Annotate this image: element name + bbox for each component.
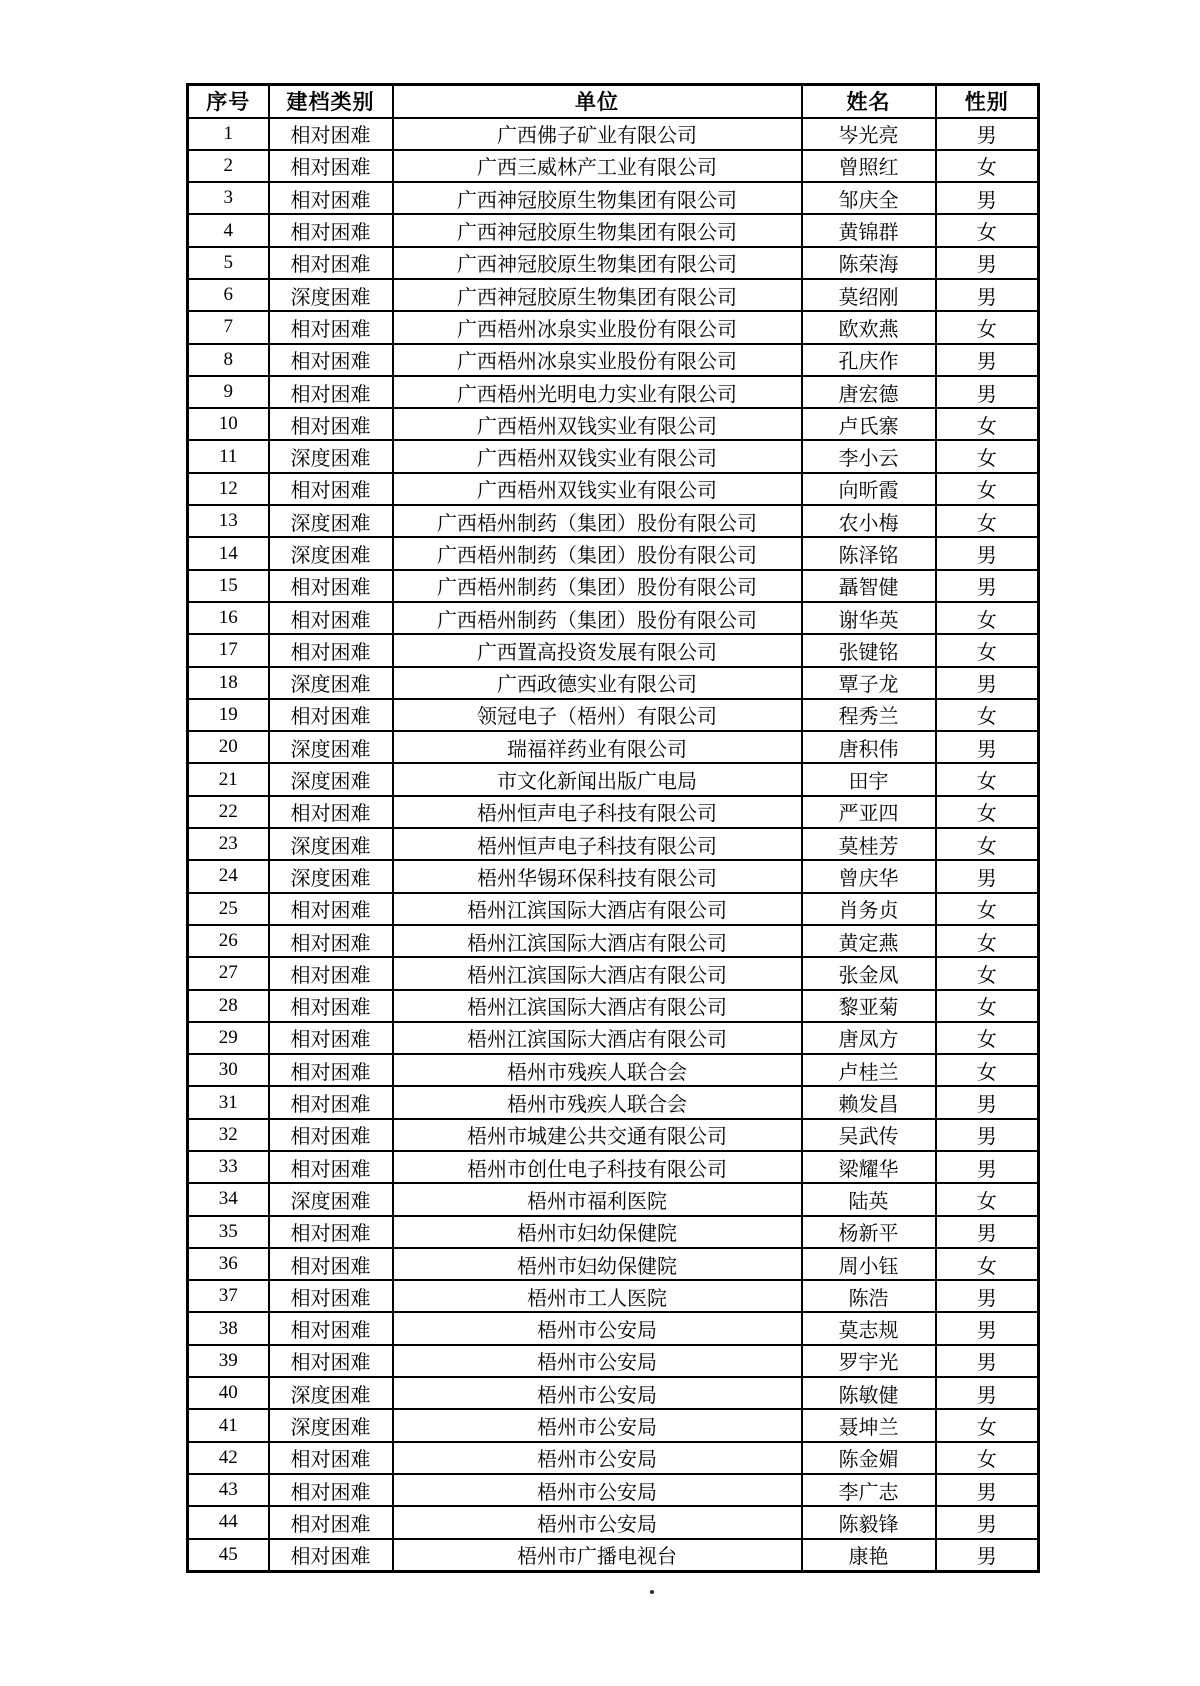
unit-cell: 梧州市残疾人联合会 bbox=[393, 1054, 802, 1086]
row-number-cell: 36 bbox=[188, 1248, 269, 1280]
name-cell: 陆英 bbox=[802, 1183, 936, 1215]
name-cell: 周小钰 bbox=[802, 1248, 936, 1280]
unit-cell: 梧州市妇幼保健院 bbox=[393, 1216, 802, 1248]
name-cell: 黄定燕 bbox=[802, 925, 936, 957]
category-cell: 深度困难 bbox=[269, 667, 393, 699]
name-cell: 黄锦群 bbox=[802, 214, 936, 246]
name-cell: 曾庆华 bbox=[802, 860, 936, 892]
gender-cell: 女 bbox=[936, 214, 1039, 246]
row-number-cell: 4 bbox=[188, 214, 269, 246]
gender-cell: 女 bbox=[936, 440, 1039, 472]
unit-cell: 广西梧州制药（集团）股份有限公司 bbox=[393, 602, 802, 634]
category-cell: 深度困难 bbox=[269, 279, 393, 311]
gender-cell: 男 bbox=[936, 182, 1039, 214]
gender-cell: 女 bbox=[936, 1054, 1039, 1086]
table-row bbox=[188, 1022, 1039, 1054]
unit-cell: 梧州市公安局 bbox=[393, 1377, 802, 1409]
name-cell: 李小云 bbox=[802, 440, 936, 472]
name-cell: 唐凤方 bbox=[802, 1022, 936, 1054]
gender-cell: 女 bbox=[936, 763, 1039, 795]
table-row bbox=[188, 1539, 1039, 1572]
row-number-cell: 18 bbox=[188, 667, 269, 699]
category-cell: 相对困难 bbox=[269, 182, 393, 214]
gender-cell: 男 bbox=[936, 1151, 1039, 1183]
unit-cell: 广西梧州制药（集团）股份有限公司 bbox=[393, 537, 802, 569]
unit-cell: 梧州市工人医院 bbox=[393, 1280, 802, 1312]
unit-cell: 领冠电子（梧州）有限公司 bbox=[393, 699, 802, 731]
name-cell: 卢桂兰 bbox=[802, 1054, 936, 1086]
name-cell: 张金凤 bbox=[802, 957, 936, 989]
row-number-cell: 17 bbox=[188, 634, 269, 666]
unit-cell: 广西梧州双钱实业有限公司 bbox=[393, 473, 802, 505]
gender-cell: 男 bbox=[936, 667, 1039, 699]
unit-cell: 广西神冠胶原生物集团有限公司 bbox=[393, 214, 802, 246]
table-row bbox=[188, 731, 1039, 763]
table-row bbox=[188, 537, 1039, 569]
name-cell: 梁耀华 bbox=[802, 1151, 936, 1183]
gender-cell: 男 bbox=[936, 1474, 1039, 1506]
unit-cell: 广西梧州双钱实业有限公司 bbox=[393, 408, 802, 440]
stray-ink-dot bbox=[650, 1590, 654, 1594]
row-number-cell: 26 bbox=[188, 925, 269, 957]
gender-cell: 男 bbox=[936, 1345, 1039, 1377]
gender-cell: 男 bbox=[936, 1506, 1039, 1538]
category-cell: 深度困难 bbox=[269, 731, 393, 763]
row-number-cell: 14 bbox=[188, 537, 269, 569]
gender-cell: 男 bbox=[936, 860, 1039, 892]
row-number-cell: 30 bbox=[188, 1054, 269, 1086]
category-cell: 相对困难 bbox=[269, 1539, 393, 1572]
category-cell: 相对困难 bbox=[269, 1086, 393, 1118]
category-cell: 相对困难 bbox=[269, 1312, 393, 1344]
unit-cell: 梧州市公安局 bbox=[393, 1312, 802, 1344]
category-cell: 相对困难 bbox=[269, 1119, 393, 1151]
row-number-cell: 22 bbox=[188, 796, 269, 828]
gender-cell: 女 bbox=[936, 150, 1039, 182]
table-row bbox=[188, 408, 1039, 440]
gender-cell: 女 bbox=[936, 408, 1039, 440]
gender-cell: 女 bbox=[936, 1442, 1039, 1474]
table-row bbox=[188, 279, 1039, 311]
category-cell: 相对困难 bbox=[269, 214, 393, 246]
table-row bbox=[188, 634, 1039, 666]
row-number-cell: 2 bbox=[188, 150, 269, 182]
row-number-cell: 45 bbox=[188, 1539, 269, 1572]
gender-cell: 女 bbox=[936, 925, 1039, 957]
row-number-cell: 6 bbox=[188, 279, 269, 311]
table-row bbox=[188, 1474, 1039, 1506]
table-row bbox=[188, 602, 1039, 634]
row-number-cell: 11 bbox=[188, 440, 269, 472]
gender-cell: 女 bbox=[936, 602, 1039, 634]
gender-cell: 男 bbox=[936, 376, 1039, 408]
gender-cell: 女 bbox=[936, 957, 1039, 989]
unit-cell: 瑞福祥药业有限公司 bbox=[393, 731, 802, 763]
category-cell: 相对困难 bbox=[269, 1151, 393, 1183]
gender-cell: 男 bbox=[936, 1539, 1039, 1572]
name-cell: 陈泽铭 bbox=[802, 537, 936, 569]
table-row bbox=[188, 763, 1039, 795]
name-cell: 杨新平 bbox=[802, 1216, 936, 1248]
gender-cell: 女 bbox=[936, 796, 1039, 828]
row-number-cell: 25 bbox=[188, 893, 269, 925]
table-row bbox=[188, 1312, 1039, 1344]
name-cell: 李广志 bbox=[802, 1474, 936, 1506]
table-row bbox=[188, 828, 1039, 860]
category-cell: 相对困难 bbox=[269, 1216, 393, 1248]
name-cell: 莫绍刚 bbox=[802, 279, 936, 311]
header-row bbox=[188, 85, 1039, 118]
table-row bbox=[188, 1409, 1039, 1441]
gender-cell: 男 bbox=[936, 537, 1039, 569]
table-row bbox=[188, 440, 1039, 472]
row-number-cell: 43 bbox=[188, 1474, 269, 1506]
col-header-index: 序号 bbox=[188, 85, 269, 118]
gender-cell: 男 bbox=[936, 247, 1039, 279]
table-row bbox=[188, 214, 1039, 246]
name-cell: 唐积伟 bbox=[802, 731, 936, 763]
unit-cell: 梧州市公安局 bbox=[393, 1474, 802, 1506]
gender-cell: 女 bbox=[936, 473, 1039, 505]
unit-cell: 广西神冠胶原生物集团有限公司 bbox=[393, 279, 802, 311]
name-cell: 邹庆全 bbox=[802, 182, 936, 214]
name-cell: 陈浩 bbox=[802, 1280, 936, 1312]
row-number-cell: 34 bbox=[188, 1183, 269, 1215]
category-cell: 相对困难 bbox=[269, 796, 393, 828]
category-cell: 相对困难 bbox=[269, 1506, 393, 1538]
table-row bbox=[188, 1216, 1039, 1248]
unit-cell: 广西梧州冰泉实业股份有限公司 bbox=[393, 311, 802, 343]
unit-cell: 广西佛子矿业有限公司 bbox=[393, 118, 802, 150]
gender-cell: 男 bbox=[936, 1216, 1039, 1248]
category-cell: 相对困难 bbox=[269, 118, 393, 150]
table-row bbox=[188, 311, 1039, 343]
name-cell: 聂坤兰 bbox=[802, 1409, 936, 1441]
name-cell: 覃子龙 bbox=[802, 667, 936, 699]
unit-cell: 梧州市创仕电子科技有限公司 bbox=[393, 1151, 802, 1183]
table-row bbox=[188, 667, 1039, 699]
gender-cell: 男 bbox=[936, 1086, 1039, 1118]
name-cell: 赖发昌 bbox=[802, 1086, 936, 1118]
unit-cell: 梧州市福利医院 bbox=[393, 1183, 802, 1215]
table-row bbox=[188, 150, 1039, 182]
table-row bbox=[188, 1506, 1039, 1538]
row-number-cell: 20 bbox=[188, 731, 269, 763]
name-cell: 严亚四 bbox=[802, 796, 936, 828]
category-cell: 相对困难 bbox=[269, 1345, 393, 1377]
category-cell: 深度困难 bbox=[269, 860, 393, 892]
table-row bbox=[188, 1086, 1039, 1118]
row-number-cell: 15 bbox=[188, 570, 269, 602]
category-cell: 相对困难 bbox=[269, 893, 393, 925]
unit-cell: 广西置高投资发展有限公司 bbox=[393, 634, 802, 666]
unit-cell: 广西梧州冰泉实业股份有限公司 bbox=[393, 344, 802, 376]
gender-cell: 女 bbox=[936, 505, 1039, 537]
row-number-cell: 1 bbox=[188, 118, 269, 150]
category-cell: 深度困难 bbox=[269, 828, 393, 860]
table-row bbox=[188, 1119, 1039, 1151]
unit-cell: 广西政德实业有限公司 bbox=[393, 667, 802, 699]
gender-cell: 男 bbox=[936, 1377, 1039, 1409]
table-row bbox=[188, 182, 1039, 214]
row-number-cell: 10 bbox=[188, 408, 269, 440]
name-cell: 陈毅锋 bbox=[802, 1506, 936, 1538]
name-cell: 吴武传 bbox=[802, 1119, 936, 1151]
gender-cell: 男 bbox=[936, 279, 1039, 311]
row-number-cell: 44 bbox=[188, 1506, 269, 1538]
unit-cell: 梧州市残疾人联合会 bbox=[393, 1086, 802, 1118]
category-cell: 相对困难 bbox=[269, 570, 393, 602]
unit-cell: 梧州市公安局 bbox=[393, 1409, 802, 1441]
category-cell: 相对困难 bbox=[269, 247, 393, 279]
unit-cell: 梧州华锡环保科技有限公司 bbox=[393, 860, 802, 892]
row-number-cell: 9 bbox=[188, 376, 269, 408]
row-number-cell: 38 bbox=[188, 1312, 269, 1344]
unit-cell: 梧州江滨国际大酒店有限公司 bbox=[393, 925, 802, 957]
table-row bbox=[188, 957, 1039, 989]
table-row bbox=[188, 893, 1039, 925]
name-cell: 肖务贞 bbox=[802, 893, 936, 925]
gender-cell: 女 bbox=[936, 634, 1039, 666]
table-row bbox=[188, 1442, 1039, 1474]
category-cell: 相对困难 bbox=[269, 376, 393, 408]
table-row bbox=[188, 990, 1039, 1022]
table-row bbox=[188, 344, 1039, 376]
gender-cell: 男 bbox=[936, 344, 1039, 376]
unit-cell: 梧州市广播电视台 bbox=[393, 1539, 802, 1572]
category-cell: 相对困难 bbox=[269, 1248, 393, 1280]
gender-cell: 男 bbox=[936, 570, 1039, 602]
name-cell: 卢氏寨 bbox=[802, 408, 936, 440]
name-cell: 孔庆作 bbox=[802, 344, 936, 376]
name-cell: 张键铭 bbox=[802, 634, 936, 666]
row-number-cell: 29 bbox=[188, 1022, 269, 1054]
table-row bbox=[188, 699, 1039, 731]
row-number-cell: 5 bbox=[188, 247, 269, 279]
col-header-gender: 性别 bbox=[936, 85, 1039, 118]
table-row bbox=[188, 570, 1039, 602]
row-number-cell: 3 bbox=[188, 182, 269, 214]
category-cell: 相对困难 bbox=[269, 925, 393, 957]
row-number-cell: 21 bbox=[188, 763, 269, 795]
roster-body bbox=[188, 118, 1039, 1572]
unit-cell: 广西梧州双钱实业有限公司 bbox=[393, 440, 802, 472]
gender-cell: 女 bbox=[936, 1409, 1039, 1441]
roster-table bbox=[186, 83, 1040, 1573]
name-cell: 陈金媚 bbox=[802, 1442, 936, 1474]
category-cell: 相对困难 bbox=[269, 1022, 393, 1054]
unit-cell: 梧州市妇幼保健院 bbox=[393, 1248, 802, 1280]
row-number-cell: 28 bbox=[188, 990, 269, 1022]
gender-cell: 女 bbox=[936, 699, 1039, 731]
gender-cell: 女 bbox=[936, 893, 1039, 925]
unit-cell: 梧州市公安局 bbox=[393, 1506, 802, 1538]
category-cell: 相对困难 bbox=[269, 1442, 393, 1474]
table-row bbox=[188, 860, 1039, 892]
name-cell: 莫桂芳 bbox=[802, 828, 936, 860]
row-number-cell: 40 bbox=[188, 1377, 269, 1409]
category-cell: 相对困难 bbox=[269, 473, 393, 505]
table-row bbox=[188, 505, 1039, 537]
unit-cell: 梧州市公安局 bbox=[393, 1442, 802, 1474]
category-cell: 深度困难 bbox=[269, 440, 393, 472]
table-row bbox=[188, 247, 1039, 279]
table-row bbox=[188, 1345, 1039, 1377]
name-cell: 曾照红 bbox=[802, 150, 936, 182]
row-number-cell: 35 bbox=[188, 1216, 269, 1248]
table-row bbox=[188, 473, 1039, 505]
row-number-cell: 39 bbox=[188, 1345, 269, 1377]
category-cell: 相对困难 bbox=[269, 1474, 393, 1506]
row-number-cell: 13 bbox=[188, 505, 269, 537]
name-cell: 黎亚菊 bbox=[802, 990, 936, 1022]
table-row bbox=[188, 796, 1039, 828]
name-cell: 向昕霞 bbox=[802, 473, 936, 505]
name-cell: 欧欢燕 bbox=[802, 311, 936, 343]
unit-cell: 广西三威林产工业有限公司 bbox=[393, 150, 802, 182]
name-cell: 农小梅 bbox=[802, 505, 936, 537]
category-cell: 相对困难 bbox=[269, 408, 393, 440]
row-number-cell: 7 bbox=[188, 311, 269, 343]
category-cell: 相对困难 bbox=[269, 957, 393, 989]
name-cell: 陈荣海 bbox=[802, 247, 936, 279]
name-cell: 罗宇光 bbox=[802, 1345, 936, 1377]
category-cell: 相对困难 bbox=[269, 990, 393, 1022]
name-cell: 陈敏健 bbox=[802, 1377, 936, 1409]
unit-cell: 广西神冠胶原生物集团有限公司 bbox=[393, 247, 802, 279]
gender-cell: 男 bbox=[936, 118, 1039, 150]
row-number-cell: 33 bbox=[188, 1151, 269, 1183]
category-cell: 深度困难 bbox=[269, 1183, 393, 1215]
name-cell: 谢华英 bbox=[802, 602, 936, 634]
col-header-name: 姓名 bbox=[802, 85, 936, 118]
gender-cell: 男 bbox=[936, 1280, 1039, 1312]
category-cell: 相对困难 bbox=[269, 699, 393, 731]
category-cell: 深度困难 bbox=[269, 1377, 393, 1409]
gender-cell: 男 bbox=[936, 1312, 1039, 1344]
unit-cell: 梧州江滨国际大酒店有限公司 bbox=[393, 990, 802, 1022]
unit-cell: 梧州江滨国际大酒店有限公司 bbox=[393, 1022, 802, 1054]
unit-cell: 广西梧州制药（集团）股份有限公司 bbox=[393, 505, 802, 537]
category-cell: 相对困难 bbox=[269, 602, 393, 634]
row-number-cell: 16 bbox=[188, 602, 269, 634]
table-row bbox=[188, 1151, 1039, 1183]
category-cell: 相对困难 bbox=[269, 344, 393, 376]
category-cell: 深度困难 bbox=[269, 763, 393, 795]
name-cell: 岑光亮 bbox=[802, 118, 936, 150]
row-number-cell: 23 bbox=[188, 828, 269, 860]
name-cell: 聶智健 bbox=[802, 570, 936, 602]
gender-cell: 男 bbox=[936, 1119, 1039, 1151]
row-number-cell: 8 bbox=[188, 344, 269, 376]
unit-cell: 市文化新闻出版广电局 bbox=[393, 763, 802, 795]
unit-cell: 梧州市公安局 bbox=[393, 1345, 802, 1377]
category-cell: 相对困难 bbox=[269, 634, 393, 666]
category-cell: 深度困难 bbox=[269, 537, 393, 569]
category-cell: 相对困难 bbox=[269, 150, 393, 182]
table-row bbox=[188, 1054, 1039, 1086]
unit-cell: 梧州江滨国际大酒店有限公司 bbox=[393, 893, 802, 925]
name-cell: 唐宏德 bbox=[802, 376, 936, 408]
table-row bbox=[188, 376, 1039, 408]
gender-cell: 女 bbox=[936, 311, 1039, 343]
table-row bbox=[188, 1377, 1039, 1409]
unit-cell: 广西神冠胶原生物集团有限公司 bbox=[393, 182, 802, 214]
row-number-cell: 37 bbox=[188, 1280, 269, 1312]
row-number-cell: 32 bbox=[188, 1119, 269, 1151]
table-row bbox=[188, 1248, 1039, 1280]
unit-cell: 梧州江滨国际大酒店有限公司 bbox=[393, 957, 802, 989]
table-row bbox=[188, 1280, 1039, 1312]
table-row bbox=[188, 118, 1039, 150]
row-number-cell: 42 bbox=[188, 1442, 269, 1474]
row-number-cell: 31 bbox=[188, 1086, 269, 1118]
unit-cell: 广西梧州光明电力实业有限公司 bbox=[393, 376, 802, 408]
row-number-cell: 24 bbox=[188, 860, 269, 892]
name-cell: 康艳 bbox=[802, 1539, 936, 1572]
category-cell: 深度困难 bbox=[269, 505, 393, 537]
category-cell: 相对困难 bbox=[269, 1280, 393, 1312]
row-number-cell: 12 bbox=[188, 473, 269, 505]
gender-cell: 男 bbox=[936, 731, 1039, 763]
name-cell: 田宇 bbox=[802, 763, 936, 795]
category-cell: 相对困难 bbox=[269, 1054, 393, 1086]
unit-cell: 梧州市城建公共交通有限公司 bbox=[393, 1119, 802, 1151]
unit-cell: 梧州恒声电子科技有限公司 bbox=[393, 796, 802, 828]
table-row bbox=[188, 1183, 1039, 1215]
row-number-cell: 19 bbox=[188, 699, 269, 731]
gender-cell: 女 bbox=[936, 1183, 1039, 1215]
table-row bbox=[188, 925, 1039, 957]
row-number-cell: 41 bbox=[188, 1409, 269, 1441]
gender-cell: 女 bbox=[936, 1022, 1039, 1054]
category-cell: 相对困难 bbox=[269, 311, 393, 343]
gender-cell: 女 bbox=[936, 828, 1039, 860]
name-cell: 莫志规 bbox=[802, 1312, 936, 1344]
gender-cell: 女 bbox=[936, 1248, 1039, 1280]
row-number-cell: 27 bbox=[188, 957, 269, 989]
gender-cell: 女 bbox=[936, 990, 1039, 1022]
unit-cell: 广西梧州制药（集团）股份有限公司 bbox=[393, 570, 802, 602]
category-cell: 深度困难 bbox=[269, 1409, 393, 1441]
unit-cell: 梧州恒声电子科技有限公司 bbox=[393, 828, 802, 860]
col-header-category: 建档类别 bbox=[269, 85, 393, 118]
name-cell: 程秀兰 bbox=[802, 699, 936, 731]
col-header-unit: 单位 bbox=[393, 85, 802, 118]
